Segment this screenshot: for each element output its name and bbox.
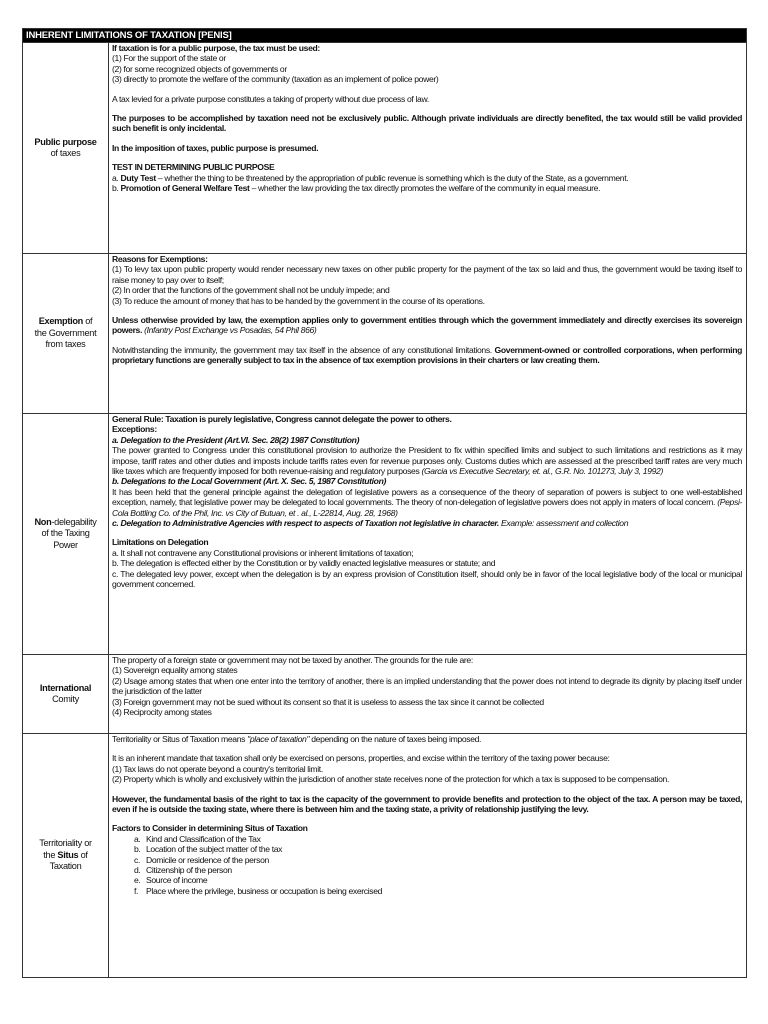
ic-line-1: The property of a foreign state or government may not be taxed by another. The grounds for the rule are: xyxy=(112,655,473,665)
pp-line-9-pre: a. xyxy=(112,172,121,183)
label-territoriality-bold: Situs xyxy=(57,849,79,860)
ts-line-6: Factors to Consider in determining Situs of Taxation xyxy=(112,823,308,834)
ts-line-4: (2) Property which is wholly and exclusively within the jurisdiction of another state receives none of the protection for which a tax is supposed to be compensation. xyxy=(112,774,670,785)
nd-line-6-text: It has been held that the general principle against the delegation of legislative powers as a consequence of the theory of separation of powers is subject to one well-established exception, namely, that legislative power may be delegated to local governments. The theory of non-delegation of legislative powers does not apply in maters of local concern. xyxy=(112,486,743,508)
nd-line-1: General Rule: Taxation is purely legislative, Congress cannot delegate the power to others. xyxy=(112,414,452,424)
label-comity xyxy=(23,655,109,734)
ex-line-5 xyxy=(112,315,742,336)
ex-line-6-pre: Notwithstanding the immunity, the government may tax itself in the absence of any constitutional limitations. xyxy=(112,344,495,355)
label-non-delegability xyxy=(23,414,109,655)
row-public-purpose xyxy=(23,43,747,254)
pp-line-10-pre: b. xyxy=(112,183,121,194)
list-marker: d. xyxy=(134,865,141,876)
label-territoriality xyxy=(23,734,109,978)
label-exemption-bold: Exemption xyxy=(38,316,83,327)
list-item xyxy=(134,833,742,844)
nd-line-7-text: c. Delegation to Administrative Agencies with respect to aspects of Taxation not legislative in character. xyxy=(112,518,499,529)
pp-line-9-rest: – whether the thing to be threatened by the appropriation of public revenue is something which is the duty of the State, as a government. xyxy=(155,172,629,183)
nd-line-3: a. Delegation to the President (Art.VI. Sec. 28(2) 1987 Constitution) xyxy=(112,434,360,445)
row-territoriality xyxy=(23,734,747,978)
ts-line-1-italic: "place of taxation" xyxy=(247,734,310,744)
list-item xyxy=(134,885,742,896)
label-exemption-rest-2: the Government xyxy=(34,327,97,338)
list-item xyxy=(134,865,742,876)
label-non-delegability-rest-1: -delegability xyxy=(51,516,97,527)
ts-line-3: (1) Tax laws do not operate beyond a country's territorial limit. xyxy=(112,763,323,774)
list-item xyxy=(134,844,742,855)
list-item-text: Source of income xyxy=(146,875,208,886)
nd-line-4-text: The power granted to Congress under this constitutional provision to authorize the President to fix within specified limits and subject to such limitations and restrictions as it may impose, tariff rates and other duties and imposts include tariffs rates even for revenue purposes only. Customs duties which are assessed at the prescribed tariff rates are very much like taxes which are frequently imposed for both revenue-raising and regulatory purposes xyxy=(112,445,743,477)
nd-line-8: Limitations on Delegation xyxy=(112,537,209,548)
ex-line-5-text: Unless otherwise provided by law, the exemption applies only to government entities through which the government immediately and directly exercises its sovereign powers. xyxy=(112,315,743,336)
ts-line-1-pre: Territoriality or Situs of Taxation means xyxy=(112,734,248,744)
nd-line-4-cite: (Garcia vs Executive Secretary, et. al., G.R. No. 101273, July 3, 1992) xyxy=(419,466,663,477)
list-item-text: Citizenship of the person xyxy=(146,865,232,876)
label-territoriality-rest-3: of xyxy=(78,849,88,860)
ts-line-1-rest: depending on the nature of taxes being imposed. xyxy=(309,734,482,744)
ts-line-1 xyxy=(112,734,742,744)
pp-line-1: If taxation is for a public purpose, the tax must be used: xyxy=(112,43,320,53)
label-comity-bold: International xyxy=(39,682,92,693)
list-item-text: Kind and Classification of the Tax xyxy=(146,833,261,844)
nd-line-10: b. The delegation is effected either by the Constitution or by validly enacted legislative measures or statute; and xyxy=(112,558,496,569)
ex-line-3: (2) In order that the functions of the government shall not be unduly impede; and xyxy=(112,285,390,296)
pp-line-10 xyxy=(112,183,742,193)
list-marker: c. xyxy=(134,854,140,865)
list-marker: a. xyxy=(134,833,141,844)
label-public-purpose-bold: Public purpose xyxy=(34,136,97,147)
table-header-row xyxy=(23,29,747,43)
pp-line-6: The purposes to be accomplished by taxation need not be exclusively public. Although private individuals are directly benefited, the tax would still be valid provided such benefit is only incidental. xyxy=(112,113,743,134)
nd-line-7-example: Example: assessment and collection xyxy=(498,518,629,529)
ts-line-5: However, the fundamental basis of the right to tax is the capacity of the government to provide benefits and protection to the object of the tax. A person may be taxed, even if he is outside the taxing state, where there is between him and the taxing state, a privity of relationship justifying the levy. xyxy=(112,793,743,815)
pp-line-10-rest: – whether the law providing the tax directly promotes the welfare of the community in equal measure. xyxy=(249,183,601,194)
label-territoriality-rest-4: Taxation xyxy=(49,861,82,872)
limitations-table xyxy=(22,28,747,978)
list-item-text: Domicile or residence of the person xyxy=(146,854,269,865)
pp-line-7: In the imposition of taxes, public purpose is presumed. xyxy=(112,142,319,153)
table-title: INHERENT LIMITATIONS OF TAXATION [PENIS] xyxy=(23,29,747,43)
list-marker: e. xyxy=(134,875,141,886)
label-comity-rest: Comity xyxy=(52,694,79,704)
label-territoriality-rest-1: Territoriality or xyxy=(39,838,92,849)
ic-line-3: (2) Usage among states that when one enter into the territory of another, there is an implied understanding that the power does not intend to degrade its dignity by placing itself under the jurisdiction of the latter xyxy=(112,675,743,697)
label-public-purpose xyxy=(23,43,109,254)
label-non-delegability-rest-2: of the Taxing xyxy=(41,528,90,539)
pp-line-3: (2) for some recognized objects of governments or xyxy=(112,63,287,74)
content-territoriality xyxy=(109,734,747,978)
nd-line-6 xyxy=(112,487,742,518)
content-comity xyxy=(109,655,747,734)
label-territoriality-rest-2: the xyxy=(43,849,58,860)
row-non-delegability xyxy=(23,414,747,655)
ic-line-4: (3) Foreign government may not be sued without its consent so that it is useless to assess the tax since it cannot be collected xyxy=(112,696,544,707)
pp-duty-test: Duty Test xyxy=(120,172,156,183)
pp-welfare-test: Promotion of General Welfare Test xyxy=(120,183,250,194)
ts-line-2: It is an inherent mandate that taxation shall only be exercised on persons, properties, and excise within the territory of the taxing power because: xyxy=(112,753,610,764)
pp-line-9 xyxy=(112,173,742,183)
nd-line-6-cite: (Pepsi-Cola Bottling Co. of the Phil, Inc. vs City of Butuan, et . al., L-22814, Aug. 28, 1968) xyxy=(112,497,743,518)
list-item-text: Location of the subject matter of the tax xyxy=(146,844,283,855)
pp-line-4: (3) directly to promote the welfare of the community (taxation as an implement of police power) xyxy=(112,74,439,85)
row-exemption xyxy=(23,254,747,414)
row-international-comity xyxy=(23,655,747,734)
ex-line-6 xyxy=(112,345,742,366)
situs-factor-list xyxy=(112,834,742,896)
label-exemption-rest-3: from taxes xyxy=(45,339,86,350)
pp-line-8: TEST IN DETERMINING PUBLIC PURPOSE xyxy=(112,162,275,173)
list-marker: f. xyxy=(134,885,139,896)
ex-line-4: (3) To reduce the amount of money that has to be handed by the government in the course of its operations. xyxy=(112,295,485,306)
ex-line-6-bold: Government-owned or controlled corporations, when performing proprietary functions are generally subject to tax in the absence of tax exemption provisions in their charters or law creating them. xyxy=(112,344,743,366)
list-marker: b. xyxy=(134,844,141,855)
ex-line-2: (1) To levy tax upon public property would render necessary new taxes on other public property for the payment of the tax so laid and thus, the government would be taxing itself to raise money to pay over to itself; xyxy=(112,264,743,285)
ex-line-5-cite: (Infantry Post Exchange vs Posadas, 54 Phil 866) xyxy=(142,325,317,336)
nd-line-7 xyxy=(112,518,742,528)
ex-line-1: Reasons for Exemptions: xyxy=(112,254,208,264)
nd-line-11: c. The delegated levy power, except when the delegation is by an express provision of Constitution itself, should only be in favor of the local legislative body of the local or municipal government concerned. xyxy=(112,568,743,590)
list-item xyxy=(134,854,742,865)
content-exemption xyxy=(109,254,747,414)
pp-line-2: (1) For the support of the state or xyxy=(112,53,226,64)
ic-line-2: (1) Sovereign equality among states xyxy=(112,665,238,676)
label-exemption-rest-1: of xyxy=(82,316,93,327)
label-exemption xyxy=(23,254,109,414)
pp-line-5: A tax levied for a private purpose constitutes a taking of property without due process of law. xyxy=(112,93,429,104)
ic-line-5: (4) Reciprocity among states xyxy=(112,707,212,718)
content-non-delegability xyxy=(109,414,747,655)
nd-line-2: Exceptions: xyxy=(112,424,157,435)
label-non-delegability-rest-3: Power xyxy=(53,539,78,550)
list-item-text: Place where the privilege, business or occupation is being exercised xyxy=(146,885,383,896)
document-sheet xyxy=(22,28,746,978)
content-public-purpose xyxy=(109,43,747,254)
list-item xyxy=(134,875,742,886)
label-public-purpose-rest: of taxes xyxy=(50,148,81,158)
nd-line-4 xyxy=(112,445,742,476)
label-non-delegability-bold: Non xyxy=(34,516,52,527)
nd-line-5: b. Delegations to the Local Government (Art. X. Sec. 5, 1987 Constitution) xyxy=(112,476,386,487)
nd-line-9: a. It shall not contravene any Constitutional provisions or inherent limitations of taxation; xyxy=(112,547,414,558)
